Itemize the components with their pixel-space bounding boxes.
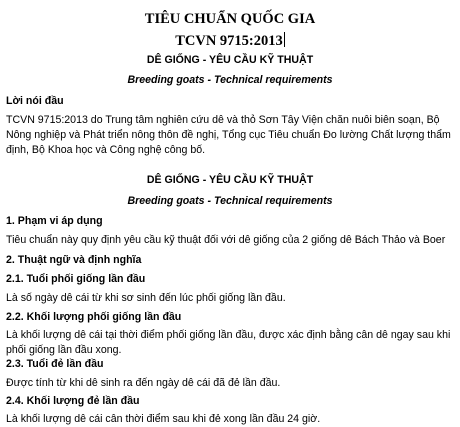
section-heading-scope: 1. Phạm vi áp dụng (6, 215, 103, 227)
text-cursor (284, 32, 285, 47)
document-subtitle: DÊ GIỐNG - YÊU CẦU KỸ THUẬT (146, 54, 314, 66)
section-text-2-4: Là khối lượng dê cái cân thời điểm sau khi đẻ xong lần đầu 24 giờ. (6, 413, 321, 425)
section-text-2-1: Là số ngày dê cái từ khi sơ sinh đến lúc phối giống lần đầu. (6, 292, 286, 304)
section-heading-2-3: 2.3. Tuổi đẻ lần đầu (6, 358, 104, 370)
section-text-2-3: Được tính từ khi dê sinh ra đến ngày dê cái đã đẻ lần đầu. (6, 377, 281, 389)
section-heading-2-4: 2.4. Khối lượng đẻ lần đầu (6, 395, 140, 407)
section-text-2-2: Là khối lượng dê cái tại thời điểm phối giống lần đầu, được xác định bằng cân dê ngay sau khi phối giống lần đầu xong. (6, 329, 451, 356)
foreword-text: TCVN 9715:2013 do Trung tâm nghiên cứu dê và thỏ Sơn Tây Viện chăn nuôi biên soạn, Bộ Nông nghiệp và Phát triển nông thôn đề nghị, Tổng cục Tiêu chuẩn Đo lường Chất lượng thẩm định, Bộ Khoa học và Công nghệ công bố. (6, 114, 451, 156)
section-heading-2-2: 2.2. Khối lượng phối giống lần đầu (6, 311, 182, 323)
section-heading-terms: 2. Thuật ngữ và định nghĩa (6, 254, 142, 266)
standard-code-line[interactable] (0, 32, 460, 50)
foreword-heading: Lời nói đầu (6, 95, 64, 107)
section-heading-2-1: 2.1. Tuổi phối giống lần đầu (6, 273, 146, 285)
section-subtitle-en: Breeding goats - Technical requirements (127, 195, 333, 207)
section-subtitle: DÊ GIỐNG - YÊU CẦU KỸ THUẬT (146, 174, 314, 186)
document-title: TIÊU CHUẨN QUỐC GIA (144, 11, 316, 27)
document-subtitle-en: Breeding goats - Technical requirements (127, 74, 333, 86)
standard-code: TCVN 9715:2013 (175, 33, 283, 49)
section-text-scope: Tiêu chuẩn này quy định yêu cầu kỹ thuật đối với dê giống của 2 giống dê Bách Thảo và Boer (6, 234, 446, 246)
